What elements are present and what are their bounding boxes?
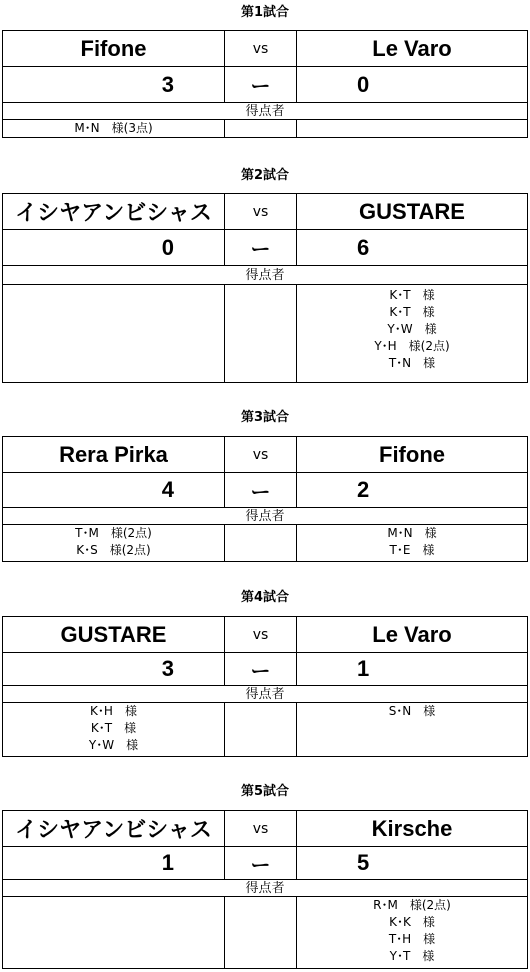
vs-label: vs [225,617,297,653]
match-table [2,193,528,383]
scorers-spacer [225,285,297,383]
vs-label: vs [225,194,297,230]
away-scorers [297,703,528,757]
match-table [2,616,528,757]
vs-label: vs [225,31,297,67]
scorer: T･H 様 [388,932,436,946]
home-team: Fifone [3,31,225,67]
scorers-spacer [225,120,297,138]
home-team: イシヤアンビシャス [3,194,225,230]
home-scorers [3,120,225,138]
match-table [2,436,528,562]
away-team: Le Varo [297,31,528,67]
away-score: 6 [297,230,528,266]
scorer: K･S 様(2点) [76,543,151,557]
home-scorers [3,285,225,383]
match-title: 第5試合 [240,784,290,799]
scorer: Y･W 様 [88,738,139,752]
score-separator: ー [225,473,297,508]
scorer: M･N 様 [387,526,437,540]
scorer: K･H 様 [90,704,137,718]
match-title: 第3試合 [240,410,290,425]
home-score: 4 [3,473,225,508]
match-title: 第2試合 [240,168,290,183]
vs-label: vs [225,437,297,473]
scorers-label: 得点者 [3,880,528,897]
away-score: 2 [297,473,528,508]
away-scorers [297,897,528,969]
home-team: Rera Pirka [3,437,225,473]
home-score: 0 [3,230,225,266]
scorers-spacer [225,897,297,969]
score-separator: ー [225,230,297,266]
scorer: Y･W 様 [387,322,437,336]
match-table [2,810,528,969]
home-scorers [3,703,225,757]
scorers-label: 得点者 [3,103,528,120]
scorer: K･T 様 [389,288,435,302]
scorer: K･T 様 [389,305,435,319]
score-separator: ー [225,847,297,880]
scorer: R･M 様(2点) [373,898,451,912]
score-separator: ー [225,67,297,103]
away-score: 5 [297,847,528,880]
match-title: 第4試合 [240,590,290,605]
scorers-label: 得点者 [3,266,528,285]
home-team: GUSTARE [3,617,225,653]
home-scorers [3,897,225,969]
scorers-spacer [225,525,297,562]
away-scorers [297,525,528,562]
scorer: K･K 様 [389,915,435,929]
scorer: Y･T 様 [389,949,435,963]
scorer: S･N 様 [388,704,436,718]
scorer: T･M 様(2点) [75,526,152,540]
scorer: M･N 様(3点) [74,121,153,135]
home-scorers [3,525,225,562]
scorers-spacer [225,703,297,757]
scorer: K･T 様 [90,721,137,735]
home-team: イシヤアンビシャス [3,811,225,847]
away-team: Fifone [297,437,528,473]
scorer: Y･H 様(2点) [374,339,450,353]
home-score: 3 [3,653,225,686]
away-team: Kirsche [297,811,528,847]
vs-label: vs [225,811,297,847]
scorers-label: 得点者 [3,508,528,525]
home-score: 3 [3,67,225,103]
away-score: 0 [297,67,528,103]
home-score: 1 [3,847,225,880]
away-team: Le Varo [297,617,528,653]
away-team: GUSTARE [297,194,528,230]
away-scorers [297,120,528,138]
away-score: 1 [297,653,528,686]
scorers-label: 得点者 [3,686,528,703]
score-separator: ー [225,653,297,686]
match-table [2,30,528,138]
match-title: 第1試合 [240,5,290,20]
away-scorers [297,285,528,383]
scorer: T･N 様 [388,356,436,370]
scorer: T･E 様 [389,543,435,557]
